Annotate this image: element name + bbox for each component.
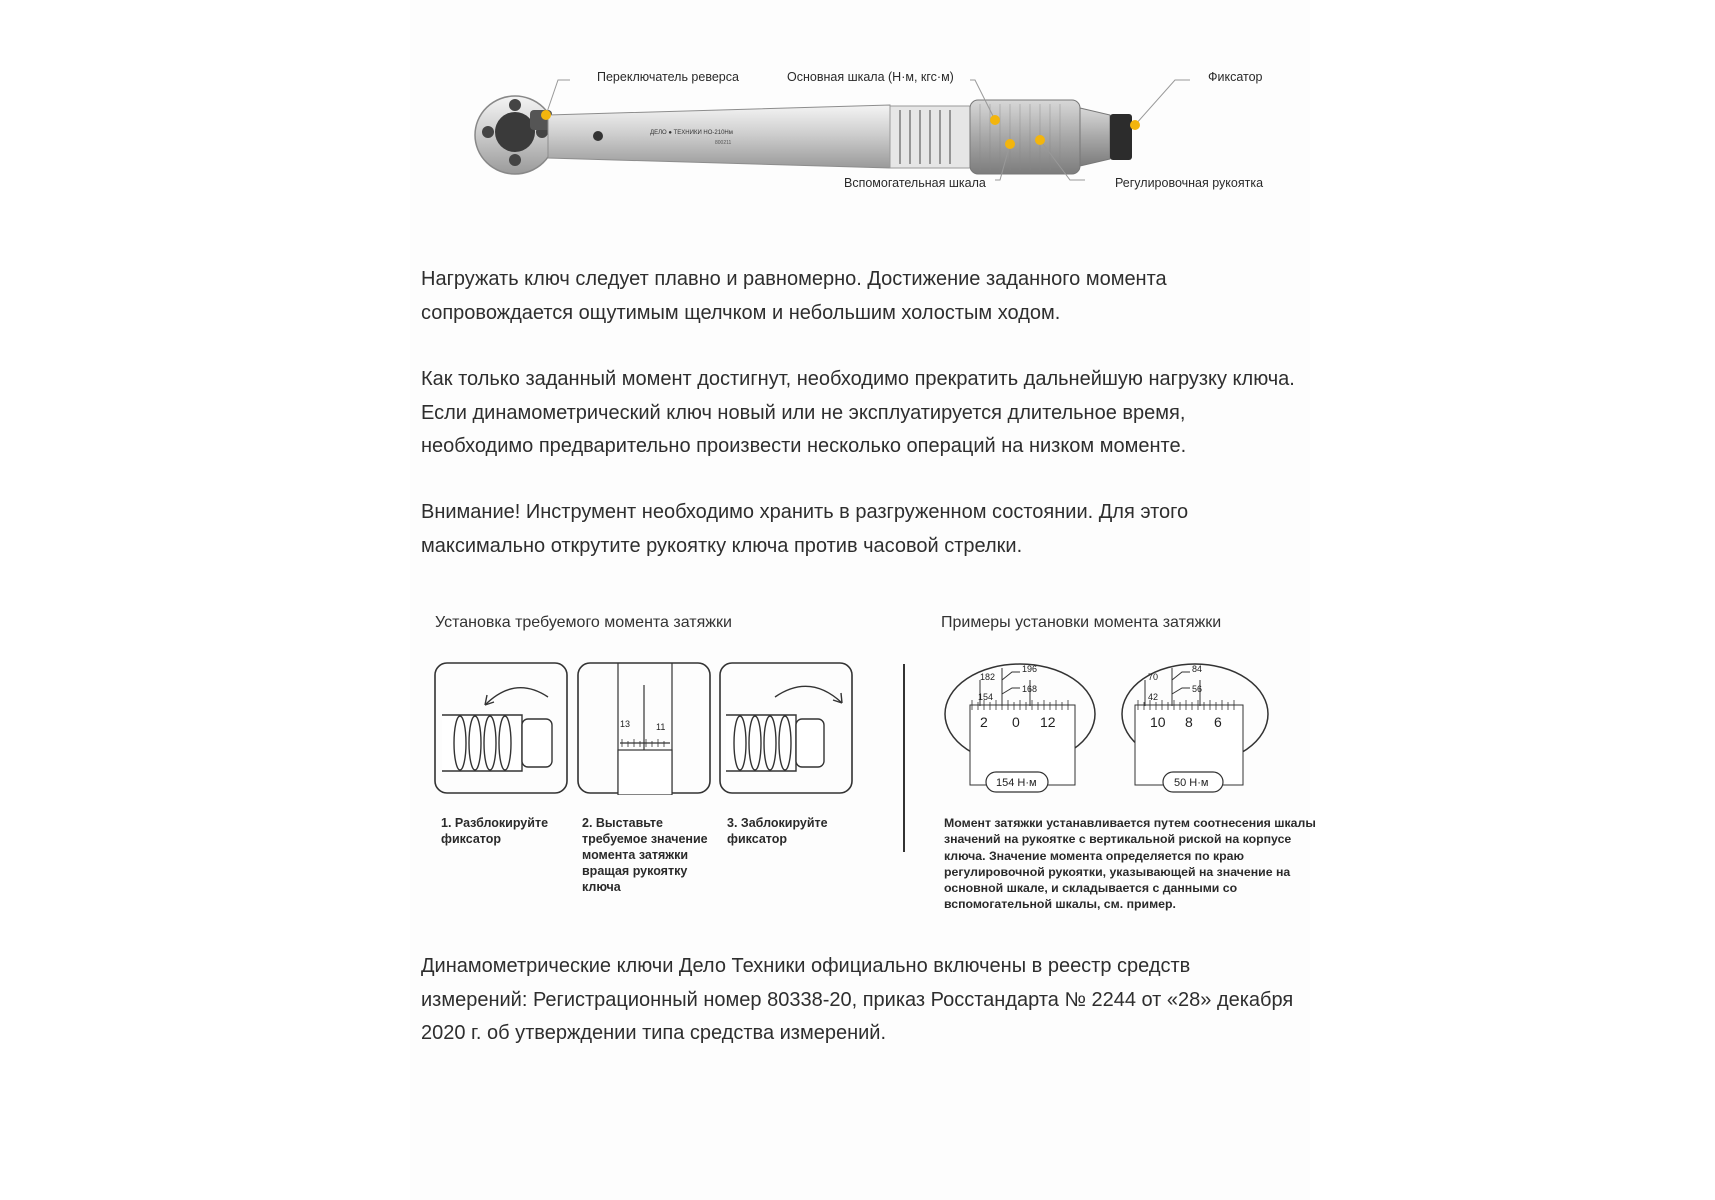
adjusting-handle	[970, 100, 1080, 174]
ex2-result: 50 Н·м	[1174, 777, 1209, 789]
ex2-label-56: 56	[1192, 684, 1203, 694]
ex2-label-42: 42	[1148, 692, 1159, 702]
callout-lock: Фиксатор	[1208, 70, 1263, 84]
ex2-label-84: 84	[1192, 664, 1203, 674]
setup-steps-illustration	[430, 655, 860, 795]
ex1-scale-2: 2	[980, 714, 988, 730]
examples-note: Момент затяжки устанавливается путем соотнесения шкалы значений на рукоятке с вертикальной риской на корпусе ключа. Значение момента определяется по краю регулировочной рукоятки, указывающей на значение на основной шкале, и складывается с данными со вспомогательной шкалы, см. пример.	[944, 816, 1316, 912]
svg-text:800211: 800211	[715, 140, 732, 146]
section-divider	[903, 664, 905, 852]
ex2-label-70: 70	[1148, 672, 1159, 682]
paragraph-4: Динамометрические ключи Дело Техники официально включены в реестр средств измерений: Регистрационный номер 80338-20, приказ Росстандарта № 2244 от «28» декабря 2020 г. об утверждении типа средства измерений.	[421, 955, 1294, 1044]
ex1-scale-0: 0	[1012, 714, 1020, 730]
ex2-scale-8: 8	[1185, 714, 1193, 730]
dial-label-11: 11	[656, 722, 666, 732]
paragraph-3: Внимание! Инструмент необходимо хранить в разгруженном состоянии. Для этого максимально открутите рукоятку ключа против часовой стрелки.	[421, 501, 1189, 557]
setup-title: Установка требуемого момента затяжки	[435, 614, 732, 631]
callout-main-scale: Основная шкала (Н·м, кгс·м)	[787, 70, 954, 84]
step-3-caption: 3. Заблокируйте фиксатор	[727, 816, 828, 846]
ex1-scale-12: 12	[1040, 714, 1056, 730]
paragraph-1: Нагружать ключ следует плавно и равномерно. Достижение заданного момента сопровождается ощутимым щелчком и небольшим холостым ходом.	[421, 268, 1167, 324]
ex1-result: 154 Н·м	[996, 777, 1037, 789]
example-dials	[940, 660, 1280, 800]
ex2-scale-6: 6	[1214, 714, 1222, 730]
ex1-label-168: 168	[1022, 684, 1038, 694]
examples-title: Примеры установки момента затяжки	[941, 614, 1222, 631]
drive-square	[495, 112, 535, 152]
ex1-label-154: 154	[978, 692, 994, 702]
step-2-caption: 2. Выставьте требуемое значение момента затяжки вращая рукоятку ключа	[582, 816, 708, 894]
ex1-label-182: 182	[980, 672, 996, 682]
lock-cap	[1110, 114, 1132, 160]
svg-text:ДЕЛО ● ТЕХНИКИ НО-210Нм: ДЕЛО ● ТЕХНИКИ НО-210Нм	[650, 130, 733, 136]
paragraph-2: Как только заданный момент достигнут, необходимо прекратить дальнейшую нагрузку ключа. Если динамометрический ключ новый или не эксплуатируется длительное время, необходимо предварительно произвести несколько операций на низком моменте.	[421, 368, 1295, 457]
ex2-scale-10: 10	[1150, 714, 1166, 730]
callout-handle: Регулировочная рукоятка	[1115, 176, 1264, 190]
callout-reverse-switch: Переключатель реверса	[597, 70, 739, 84]
ex1-label-196: 196	[1022, 664, 1038, 674]
step-1-caption: 1. Разблокируйте фиксатор	[441, 816, 549, 846]
dial-label-13: 13	[620, 719, 631, 729]
callout-aux-scale: Вспомогательная шкала	[844, 176, 986, 190]
